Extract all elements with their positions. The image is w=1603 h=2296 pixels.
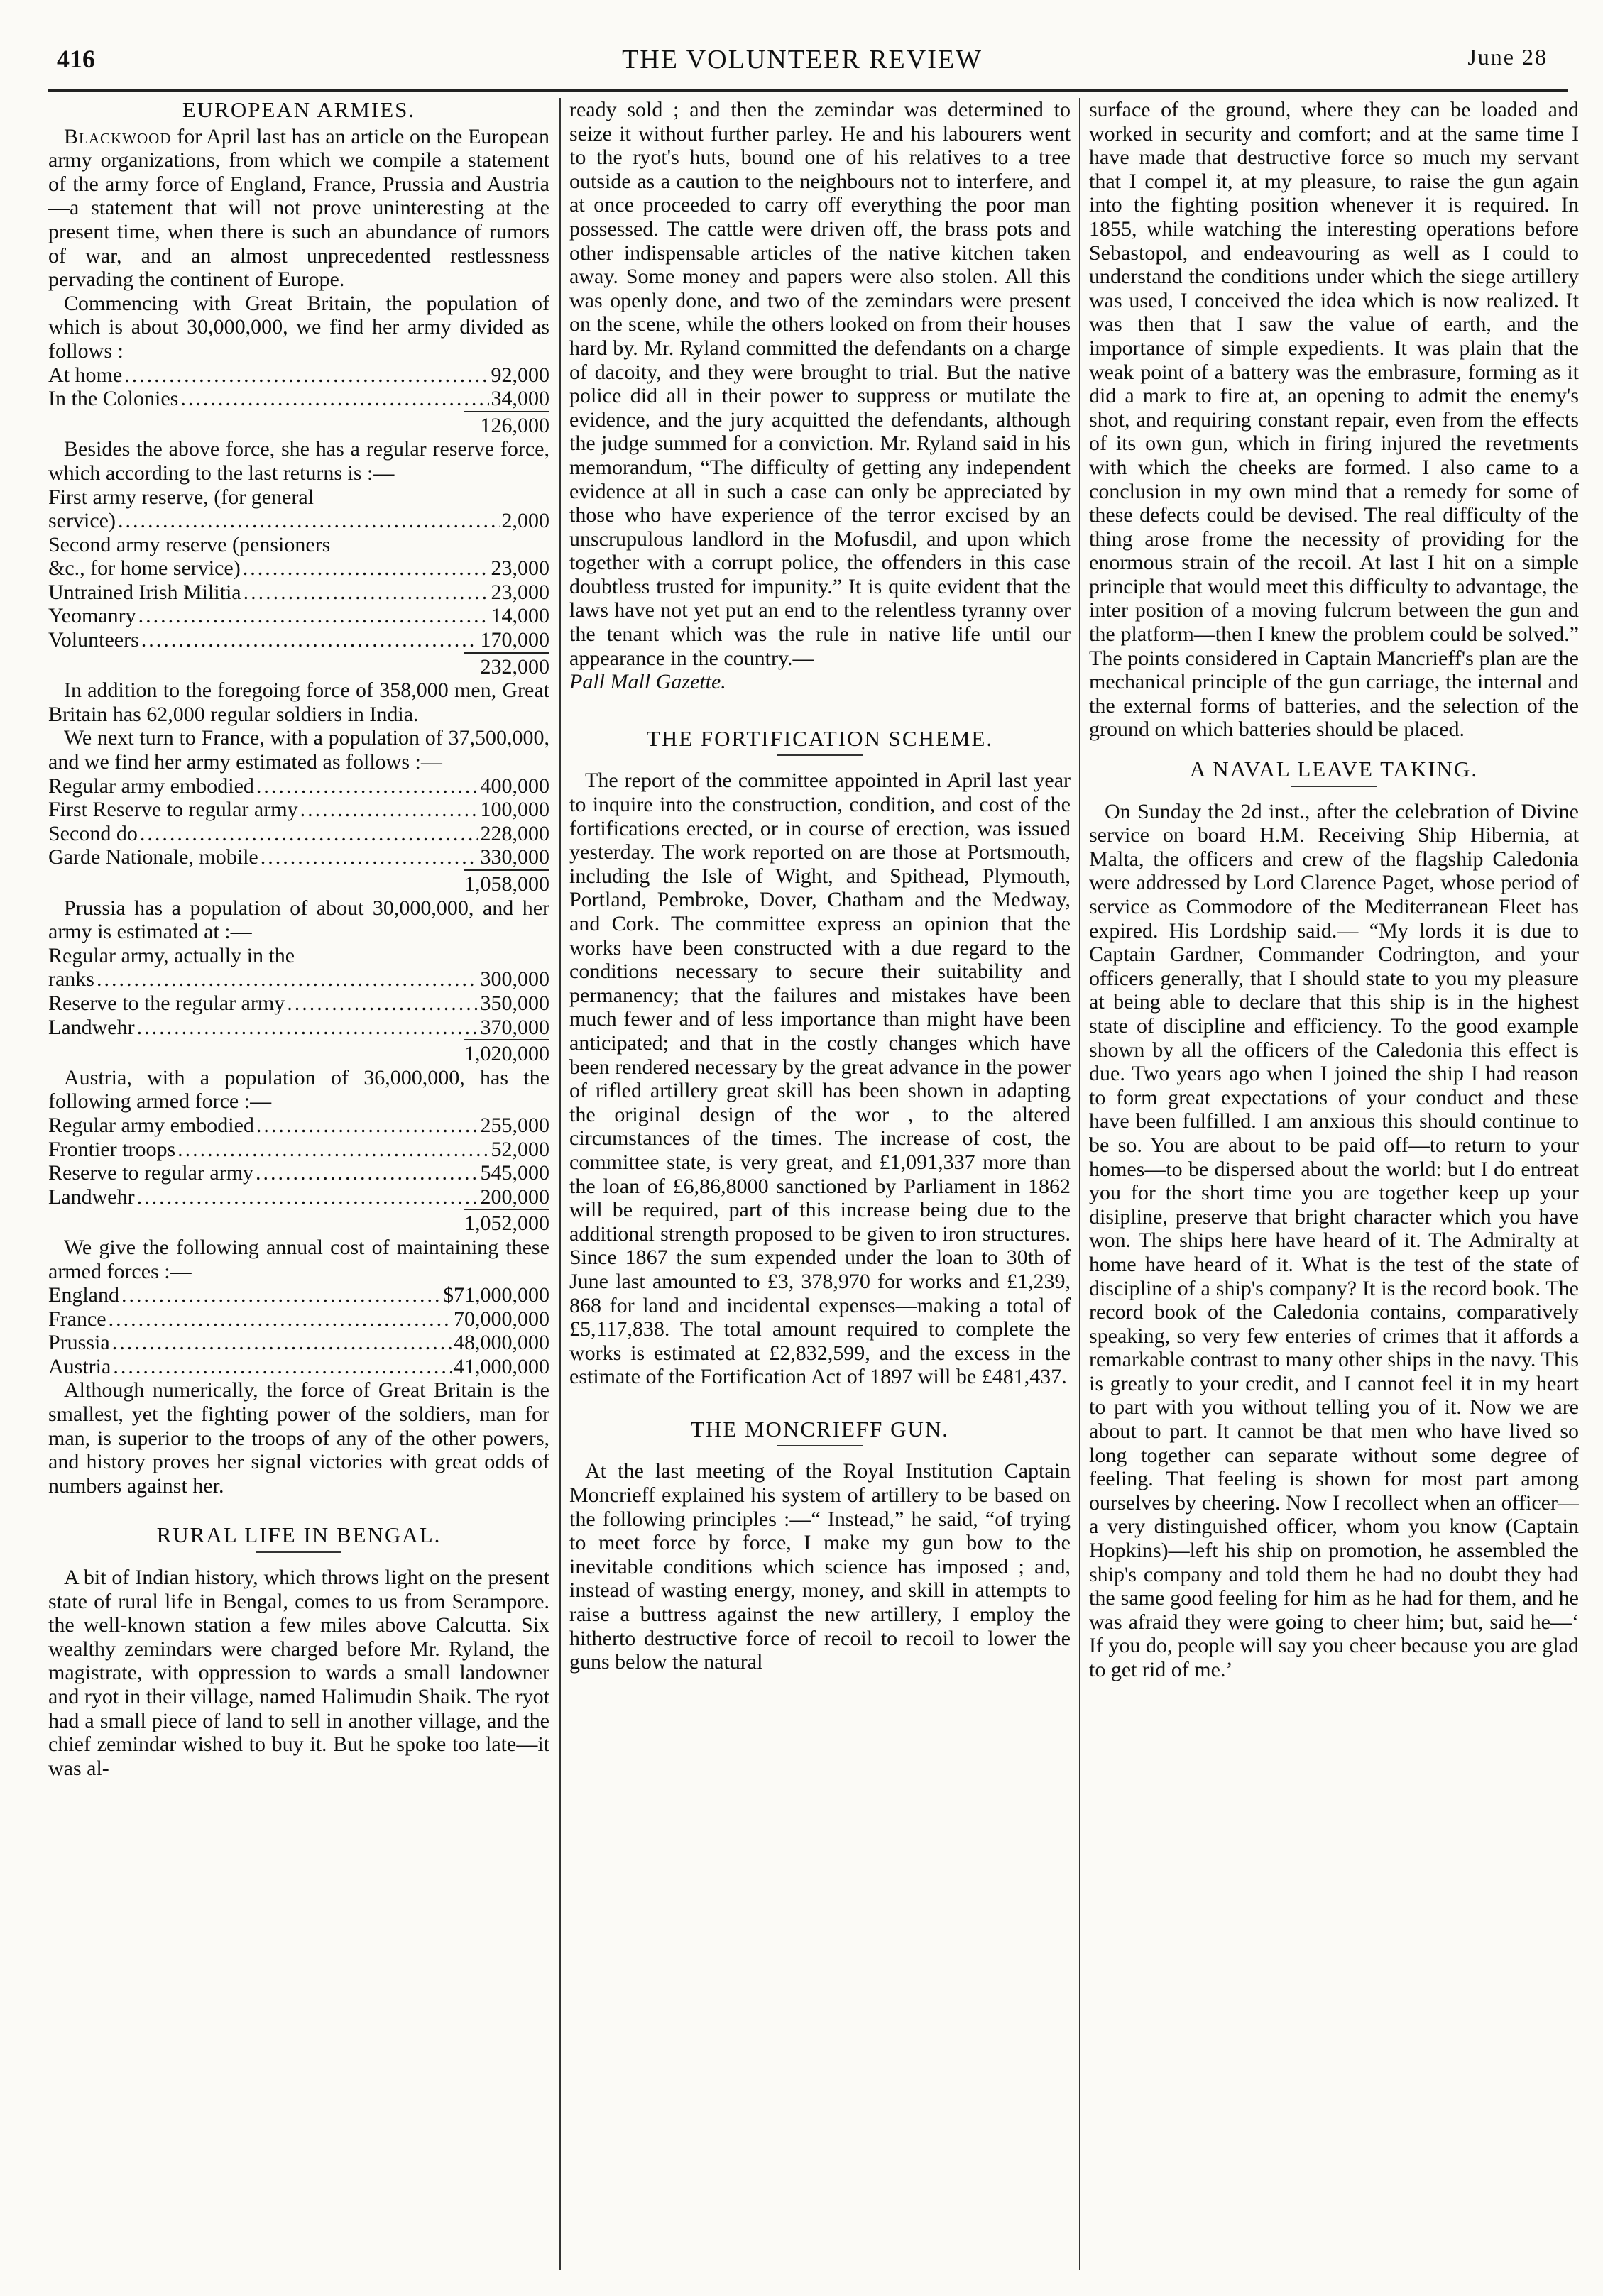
article-title-european-armies: EUROPEAN ARMIES. <box>182 98 416 122</box>
page-header <box>57 44 1548 87</box>
table-row <box>48 845 549 869</box>
row-label: First army reserve, (for general <box>48 485 314 509</box>
row-value: 52,000 <box>491 1137 549 1161</box>
article-paragraph: On Sunday the 2d inst., after the celebration of Divine service on board H.M. Receiving Ship Hibernia, at Malta, the officers and crew of the flagship Caledonia were addressed by Lord Clarence Paget, whose period of service as Commodore of the Mediterranean Fleet has expired. His Lordship said.— “My lords it is due to Captain Gardner, Commander Codrington, and your officers generally, that I should state to you my pleasure at being able to declare that this ship is in the highest state of discipline and efficiency. To the good example shown by all the officers of the Caledonia this effect is due. Two years ago when I joined the ship I had reason to form great expectations of your conduct and these have been fulfilled. I am anxious this should continue to be so. You are about to be paid off—to return to your homes—to be dispersed about the world: but I do entreat you for the short time you are together keep up your disipline, preserve that bright character which you have won. The ships here have heard of it. The Admiralty at home have heard of it. What is the test of the state of discipline of a ship's company? It is the record book. The record book of the Caledonia contains, comparatively speaking, so very few enteries of crimes that it affords a remarkable contrast to many other ships in the navy. This is greatly to your credit, and I cannot feel it in my heart to part with you without telling you of it. Now we are about to part. It cannot be that men who have lived so long together can separate without some degree of feeling. That feeling is shown for most part among ourselves by cheering. Now I recollect when an officer—a very distinguished officer, whom you know (Captain Hopkins)—left his ship on promotion, he assembled the ship's company and told them he had no doubt they had the same good feeling for him as he had for them, and he was afraid they were going to cheer him; but, said he—‘ If you do, people will say you cheer because you are glad to get rid of me.’ <box>1089 799 1579 1681</box>
row-value: 228,000 <box>480 821 549 845</box>
row-label: &c., for home service) <box>48 556 241 581</box>
row-value: 48,000,000 <box>454 1331 549 1355</box>
dot-leader <box>138 604 489 628</box>
row-value: 200,000 <box>480 1185 549 1209</box>
table-row <box>48 387 549 411</box>
row-label: Regular army embodied <box>48 1113 254 1137</box>
table-france <box>48 774 549 869</box>
dot-leader <box>112 1331 452 1355</box>
dot-leader <box>97 967 478 992</box>
dot-leader <box>300 798 478 822</box>
column-divider <box>1079 98 1080 2270</box>
row-label: Second do <box>48 821 138 845</box>
article-title-naval: A NAVAL LEAVE TAKING. <box>1189 757 1479 782</box>
row-value: 34,000 <box>491 387 549 411</box>
table-row <box>48 774 549 798</box>
row-label: Volunteers <box>48 628 139 652</box>
row-label: Landwehr <box>48 1015 135 1039</box>
table-row <box>48 967 549 992</box>
row-label: Reserve to regular army <box>48 1161 254 1185</box>
issue-date: June 28 <box>1467 44 1548 70</box>
table-row <box>48 1307 549 1331</box>
row-value: 350,000 <box>480 991 549 1015</box>
row-label: Untrained Irish Militia <box>48 580 241 604</box>
table-total: 232,000 <box>48 652 549 679</box>
publication-name: Blackwood <box>64 124 172 148</box>
title-rule <box>256 1551 341 1553</box>
article-paragraph: We next turn to France, with a population of 37,500,000, and we find her army estimated as follows :— <box>48 726 549 774</box>
table-total: 1,052,000 <box>48 1209 549 1236</box>
column-2 <box>569 98 1071 2270</box>
row-label: Second army reserve (pensioners <box>48 532 331 556</box>
table-row <box>48 533 549 557</box>
dot-leader <box>113 1355 452 1379</box>
page-number: 416 <box>57 45 95 73</box>
row-value: $71,000,000 <box>443 1283 549 1307</box>
dot-leader <box>109 1307 452 1331</box>
article-source: Pall Mall Gazette. <box>569 670 726 694</box>
row-value: 70,000,000 <box>454 1307 549 1331</box>
dot-leader <box>180 387 488 411</box>
row-value: 170,000 <box>480 628 549 652</box>
article-paragraph: At the last meeting of the Royal Institution Captain Moncrieff explained his system of artillery to be based on the following principles :—“ Instead,” he said, “of trying to meet force by force, I make my gun bow to the inevitable conditions which science has imposed ; and, instead of wasting energy, money, and skill in attempts to raise a buttress against the new artillery, I employ the hitherto destructive force of recoil to recoil to lower the guns below the natural <box>569 1459 1071 1674</box>
dot-leader <box>243 556 489 581</box>
article-paragraph: The report of the committee appointed in April last year to inquire into the construction, condition, and cost of the fortifications erected, or in course of erection, was issued yesterday. The work reported on are those at Portsmouth, including the Isle of Wight, and Spithead, Plymouth, Portland, Pembroke, Dover, Chatham and the Medway, and Cork. The committee express an opinion that the works have been constructed with a due regard to the conditions necessary to secure their suitability and permanency; that the failures and mistakes have been much fewer and of less importance than might have been anticipated; and that in the costly changes which have been rendered necessary by the great advance in the power of rifled artillery great skill has been shown in adapting the original design of the wor , to the altered circumstances of the times. The increase of cost, the committee state, is very great, and £1,091,337 more than the loan of £6,86,8000 sanctioned by Parliament in 1862 will be required, part of this increase being due to the additional strength proposed to be given to iron structures. Since 1867 the sum expended under the loan to 30th of June last amounted to £3, 378,970 for works and £1,239, 868 for land and incidental expenses—making a total of £5,117,838. The total amount required to complete the works is estimated at £2,832,599, and the excess in the estimate of the Fortification Act of 1897 will be £481,437. <box>569 769 1071 1389</box>
row-label: Reserve to the regular army <box>48 991 285 1015</box>
row-label: Garde Nationale, mobile <box>48 845 258 869</box>
table-row <box>48 485 549 510</box>
column-1 <box>48 98 549 2270</box>
column-divider <box>559 98 561 2270</box>
dot-leader <box>256 1161 478 1185</box>
row-label: In the Colonies <box>48 387 179 411</box>
row-value: 400,000 <box>480 774 549 798</box>
table-total: 126,000 <box>48 411 549 438</box>
article-title-rural-life: RURAL LIFE IN BENGAL. <box>156 1522 442 1548</box>
table-row <box>48 363 549 388</box>
dot-leader <box>256 1114 478 1138</box>
row-label: service) <box>48 509 116 533</box>
table-total: 1,020,000 <box>48 1039 549 1066</box>
dot-leader <box>287 992 478 1016</box>
article-paragraph: Besides the above force, she has a regular reserve force, which according to the last returns is :— <box>48 437 549 485</box>
dot-leader <box>177 1138 488 1162</box>
row-value: 92,000 <box>491 363 549 387</box>
table-gb <box>48 363 549 411</box>
article-paragraph: Commencing with Great Britain, the population of which is about 30,000,000, we find her army divided as follows : <box>48 291 549 363</box>
article-paragraph: Austria, with a population of 36,000,000, has the following armed force :— <box>48 1065 549 1114</box>
table-row <box>48 1161 549 1185</box>
row-label: Austria <box>48 1354 111 1378</box>
row-label: Regular army, actually in the <box>48 943 295 967</box>
title-rule <box>777 754 863 756</box>
title-rule <box>1291 786 1377 787</box>
dot-leader <box>141 628 478 652</box>
row-label: ranks <box>48 967 94 992</box>
table-prussia <box>48 944 549 1039</box>
dot-leader <box>137 1185 478 1209</box>
article-title-fortification: THE FORTIFICATION SCHEME. <box>646 725 994 751</box>
article-paragraph: In addition to the foregoing force of 358,000 men, Great Britain has 62,000 regular soldiers in India. <box>48 679 549 726</box>
row-value: 100,000 <box>480 798 549 822</box>
row-label: First Reserve to regular army <box>48 798 298 822</box>
row-label: Yeomanry <box>48 604 136 628</box>
article-paragraph: We give the following annual cost of maintaining these armed forces :— <box>48 1235 549 1283</box>
row-value: 255,000 <box>480 1113 549 1137</box>
table-row <box>48 1283 549 1307</box>
table-row <box>48 1355 549 1379</box>
table-row <box>48 581 549 605</box>
table-row <box>48 556 549 581</box>
row-label: England <box>48 1283 119 1307</box>
journal-title: THE VOLUNTEER REVIEW <box>622 45 983 75</box>
table-reserve <box>48 485 549 652</box>
row-label: Regular army embodied <box>48 774 254 798</box>
table-row <box>48 1331 549 1355</box>
row-value: 330,000 <box>480 845 549 869</box>
table-row <box>48 798 549 822</box>
table-row <box>48 509 549 533</box>
row-value: 545,000 <box>480 1161 549 1185</box>
dot-leader <box>137 1016 478 1040</box>
row-label: At home <box>48 363 123 387</box>
article-paragraph: Although numerically, the force of Great Britain is the smallest, yet the fighting power of the soldiers, man for man, is superior to the troops of any of the other powers, and history proves her signal victories with great odds of numbers against her. <box>48 1378 549 1498</box>
row-label: France <box>48 1307 106 1331</box>
table-row <box>48 992 549 1016</box>
row-label: Landwehr <box>48 1185 135 1209</box>
article-paragraph: surface of the ground, where they can be loaded and worked in security and comfort; and at the same time I have made that destructive force so much my servant that I compel it, at my pleasure, to raise the gun again into the fighting position whenever it is required. In 1855, while watching the interesting operations before Sebastopol, and endeavouring as well as I could to understand the conditions under which the siege artillery was used, I conceived the idea which is now realized. It was then that I saw the value of earth, and the importance of simple expedients. It was plain that the weak point of a battery was the embrasure, forming as it did a mark to fire at, an opening to admit the enemy's shot, and requiring constant repair, even from the effects of its own gun, which in firing injured the revetments with which the cheeks are formed. I also came to a conclusion in my own mind that a remedy for some of these defects could be devised. The real difficulty of the thing arose frome the necessity of providing for the enormous strain of the recoil. At last I hit on a simple principle that would meet this difficulty to advantage, the inter position of a moving fulcrum between the gun and the platform—then I knew the problem could be solved.” The points considered in Captain Mancrieff's plan are the mechanical principle of the gun carriage, the internal and the external forms of batteries, and the selection of the ground on which batteries should be placed. <box>1089 98 1579 742</box>
row-value: 2,000 <box>501 509 549 533</box>
table-row <box>48 944 549 968</box>
row-value: 370,000 <box>480 1015 549 1039</box>
row-value: 23,000 <box>491 580 549 604</box>
article-paragraph: ready sold ; and then the zemindar was determined to seize it without further parley. He and his labourers went to the ryot's huts, bound one of his relatives to a tree outside as a caution to the neighbours not to interfere, and at once proceeded to carry off everything the poor man possessed. The cattle were driven off, the brass pots and other indispensable articles of the native kitchen taken away. Some money and papers were also stolen. All this was openly done, and two of the zemindars were present on the scene, while the others looked on from their houses hard by. Mr. Ryland committed the defendants on a charge of dacoity, and they were brought to trial. But the native police did all in their power to suppress or mutilate the evidence, and the jury acquitted the defendants, although the judge summed for a conviction. Mr. Ryland said in his memorandum, “The difficulty of getting any independent evidence at all in such a case can only be appreciated by those who have experience of the terror excised by an unscrupulous landlord in the Mofusdil, and upon which together with a corrupt police, the offenders in this case doubtless trusted for impunity.” It is quite evident that the laws have not yet put an end to the relentless tyranny over the tenant which was the rule in native life until our appearance in the country.— Pall Mall Gazette. <box>569 98 1071 694</box>
article-paragraph: Blackwood for April last has an article on the European army organizations, from which we compile a statement of the army force of England, France, Prussia and Austria—a statement that will not prove uninteresting at the present time, when there is such an abundance of rumors of war, and an almost unprecedented restlessness pervading the continent of Europe. <box>48 124 549 292</box>
row-label: Prussia <box>48 1331 110 1355</box>
row-value: 14,000 <box>491 604 549 628</box>
table-austria <box>48 1114 549 1209</box>
table-total: 1,058,000 <box>48 869 549 896</box>
table-row <box>48 604 549 628</box>
article-paragraph: A bit of Indian history, which throws light on the present state of rural life in Bengal, comes to us from Serampore. the well-known station a few miles above Calcutta. Six wealthy zemindars were charged before Mr. Ryland, the magistrate, with oppression to wards a small landowner and ryot in their village, named Halimudin Shaik. The ryot had a small piece of land to sell in another village, and the chief zemindar wished to buy it. But he spoke too late—it was al- <box>48 1566 549 1780</box>
row-value: 41,000,000 <box>454 1354 549 1378</box>
row-label: Frontier troops <box>48 1137 176 1161</box>
table-row <box>48 628 549 652</box>
table-row <box>48 1114 549 1138</box>
article-title-moncrieff: THE MONCRIEFF GUN. <box>690 1416 950 1441</box>
row-value: 300,000 <box>480 967 549 992</box>
article-paragraph: Prussia has a population of about 30,000,000, and her army is estimated at :— <box>48 896 549 944</box>
dot-leader <box>124 363 488 388</box>
dot-leader <box>121 1283 441 1307</box>
dot-leader <box>140 822 478 846</box>
title-rule <box>777 1445 863 1446</box>
table-row <box>48 1138 549 1162</box>
table-row <box>48 1185 549 1209</box>
table-row <box>48 822 549 846</box>
table-cost <box>48 1283 549 1378</box>
dot-leader <box>256 774 478 798</box>
dot-leader <box>261 845 478 869</box>
header-rule <box>48 89 1568 92</box>
row-value: 23,000 <box>491 556 549 581</box>
table-row <box>48 1016 549 1040</box>
dot-leader <box>118 509 500 533</box>
column-3 <box>1089 98 1579 2270</box>
dot-leader <box>244 581 489 605</box>
